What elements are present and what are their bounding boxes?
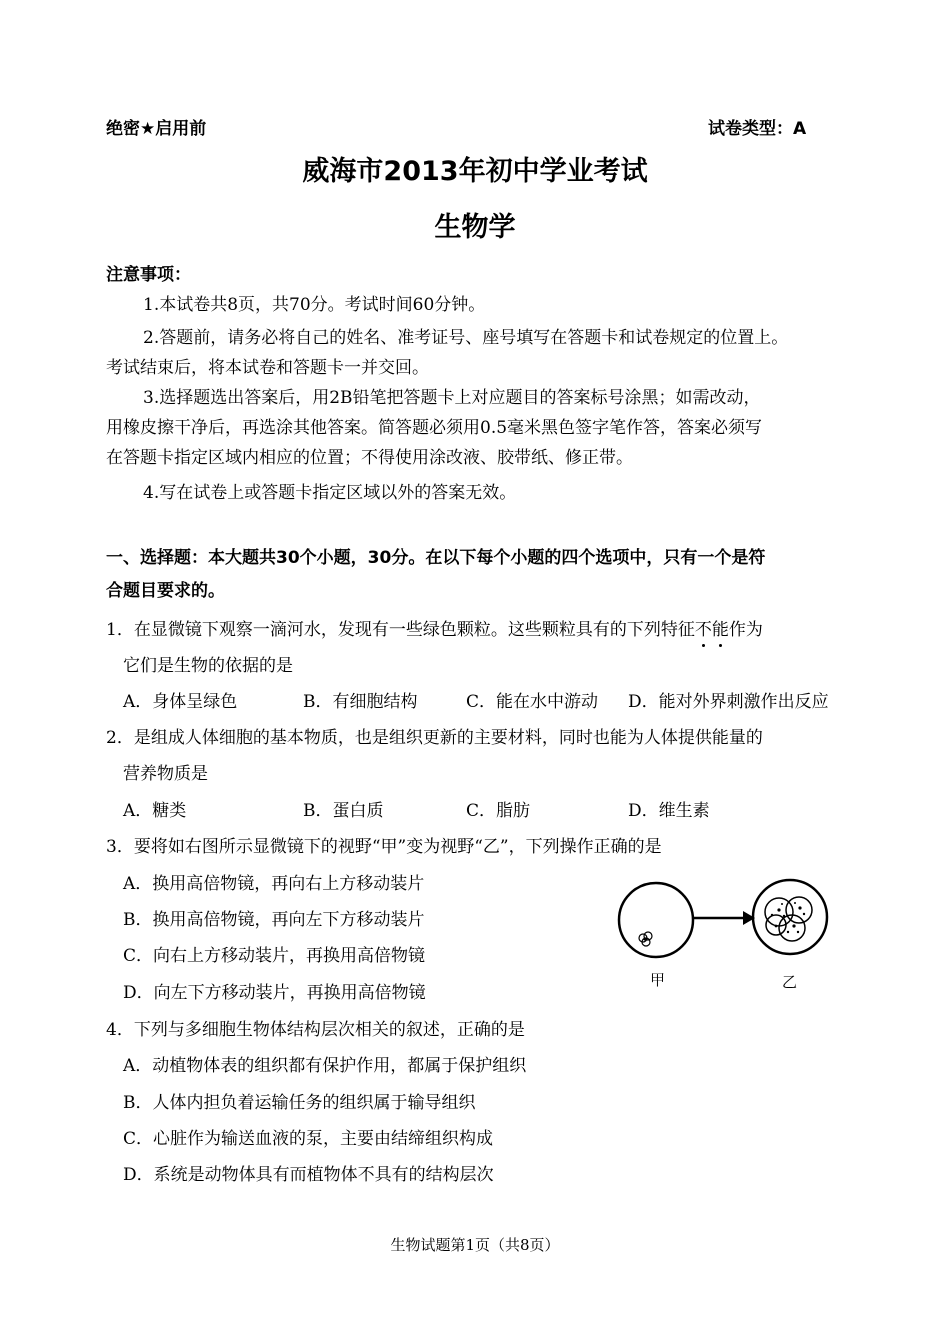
question-3-option-a: A．换用高倍物镜，再向右上方移动装片 [123,874,425,894]
question-1-stem-cont: 它们是生物的依据的是 [123,656,293,676]
section-heading: 一、选择题：本大题共30个小题，30分。在以下每个小题的四个选项中，只有一个是符 [106,548,766,568]
microscope-field-figure [612,870,837,995]
question-4-option-c: C．心脏作为输送血液的泵，主要由结缔组织构成 [123,1129,494,1149]
question-4-option-a: A．动植物体表的组织都有保护作用，都属于保护组织 [123,1056,527,1076]
field-yi [753,880,827,954]
question-1-option-b: B．有细胞结构 [303,692,418,712]
subject-title: 生物学 [434,212,516,243]
question-2-stem: 2．是组成人体细胞的基本物质，也是组织更新的主要材料，同时也能为人体提供能量的 [106,728,763,748]
question-2-option-b: B．蛋白质 [303,801,384,821]
figure-label-yi: 乙 [782,973,798,991]
question-1-stem: 1．在显微镜下观察一滴河水，发现有一些绿色颗粒。这些颗粒具有的下列特征不能作为 [106,620,763,640]
question-1-option-a: A．身体呈绿色 [123,692,238,712]
section-heading-cont: 合题目要求的。 [106,581,225,601]
page-footer: 生物试题第1页（共8页） [390,1236,560,1254]
question-2-option-a: A．糖类 [123,801,187,821]
question-1-option-d: D．能对外界刺激作出反应 [628,692,829,712]
notice-item-2: 2.答题前，请务必将自己的姓名、准考证号、座号填写在答题卡和试卷规定的位置上。 [143,328,789,348]
notice-item-3-cont2: 在答题卡指定区域内相应的位置；不得使用涂改液、胶带纸、修正带。 [106,448,633,468]
question-4-stem: 4．下列与多细胞生物体结构层次相关的叙述，正确的是 [106,1020,525,1040]
question-4-option-b: B．人体内担负着运输任务的组织属于输导组织 [123,1093,476,1113]
notice-item-3-cont: 用橡皮擦干净后，再选涂其他答案。简答题必须用0.5毫米黑色签字笔作答，答案必须写 [106,418,763,438]
question-2-option-d: D．维生素 [628,801,710,821]
field-jia [619,883,693,957]
question-3-option-c: C．向右上方移动装片，再换用高倍物镜 [123,946,426,966]
notice-item-3: 3.选择题选出答案后，用2B铅笔把答题卡上对应题目的答案标号涂黑；如需改动， [143,388,761,408]
large-cell-cluster [765,897,812,941]
notice-heading: 注意事项： [106,265,191,285]
question-3-stem: 3．要将如右图所示显微镜下的视野“甲”变为视野“乙”，下列操作正确的是 [106,837,662,857]
exam-title: 威海市2013年初中学业考试 [302,156,648,187]
confidential-label: 绝密★启用前 [106,119,207,139]
notice-item-2-cont: 考试结束后，将本试卷和答题卡一并交回。 [106,358,429,378]
question-3-option-d: D．向左下方移动装片，再换用高倍物镜 [123,983,426,1003]
emphasis-dot-char: 不 [694,620,712,640]
figure-label-jia: 甲 [650,971,666,989]
question-1-option-c: C．能在水中游动 [466,692,599,712]
notice-item-4: 4.写在试卷上或答题卡指定区域以外的答案无效。 [143,483,517,503]
notice-item-1: 1.本试卷共8页，共70分。考试时间60分钟。 [143,295,486,315]
arrow-icon [694,911,755,925]
question-2-option-c: C．脂肪 [466,801,531,821]
question-2-stem-cont: 营养物质是 [123,764,208,784]
paper-type-label: 试卷类型：A [708,119,807,139]
emphasis-dot-char: 能 [711,620,729,640]
small-cell-cluster [639,932,652,946]
question-4-option-d: D．系统是动物体具有而植物体不具有的结构层次 [123,1165,494,1185]
question-3-option-b: B．换用高倍物镜，再向左下方移动装片 [123,910,425,930]
